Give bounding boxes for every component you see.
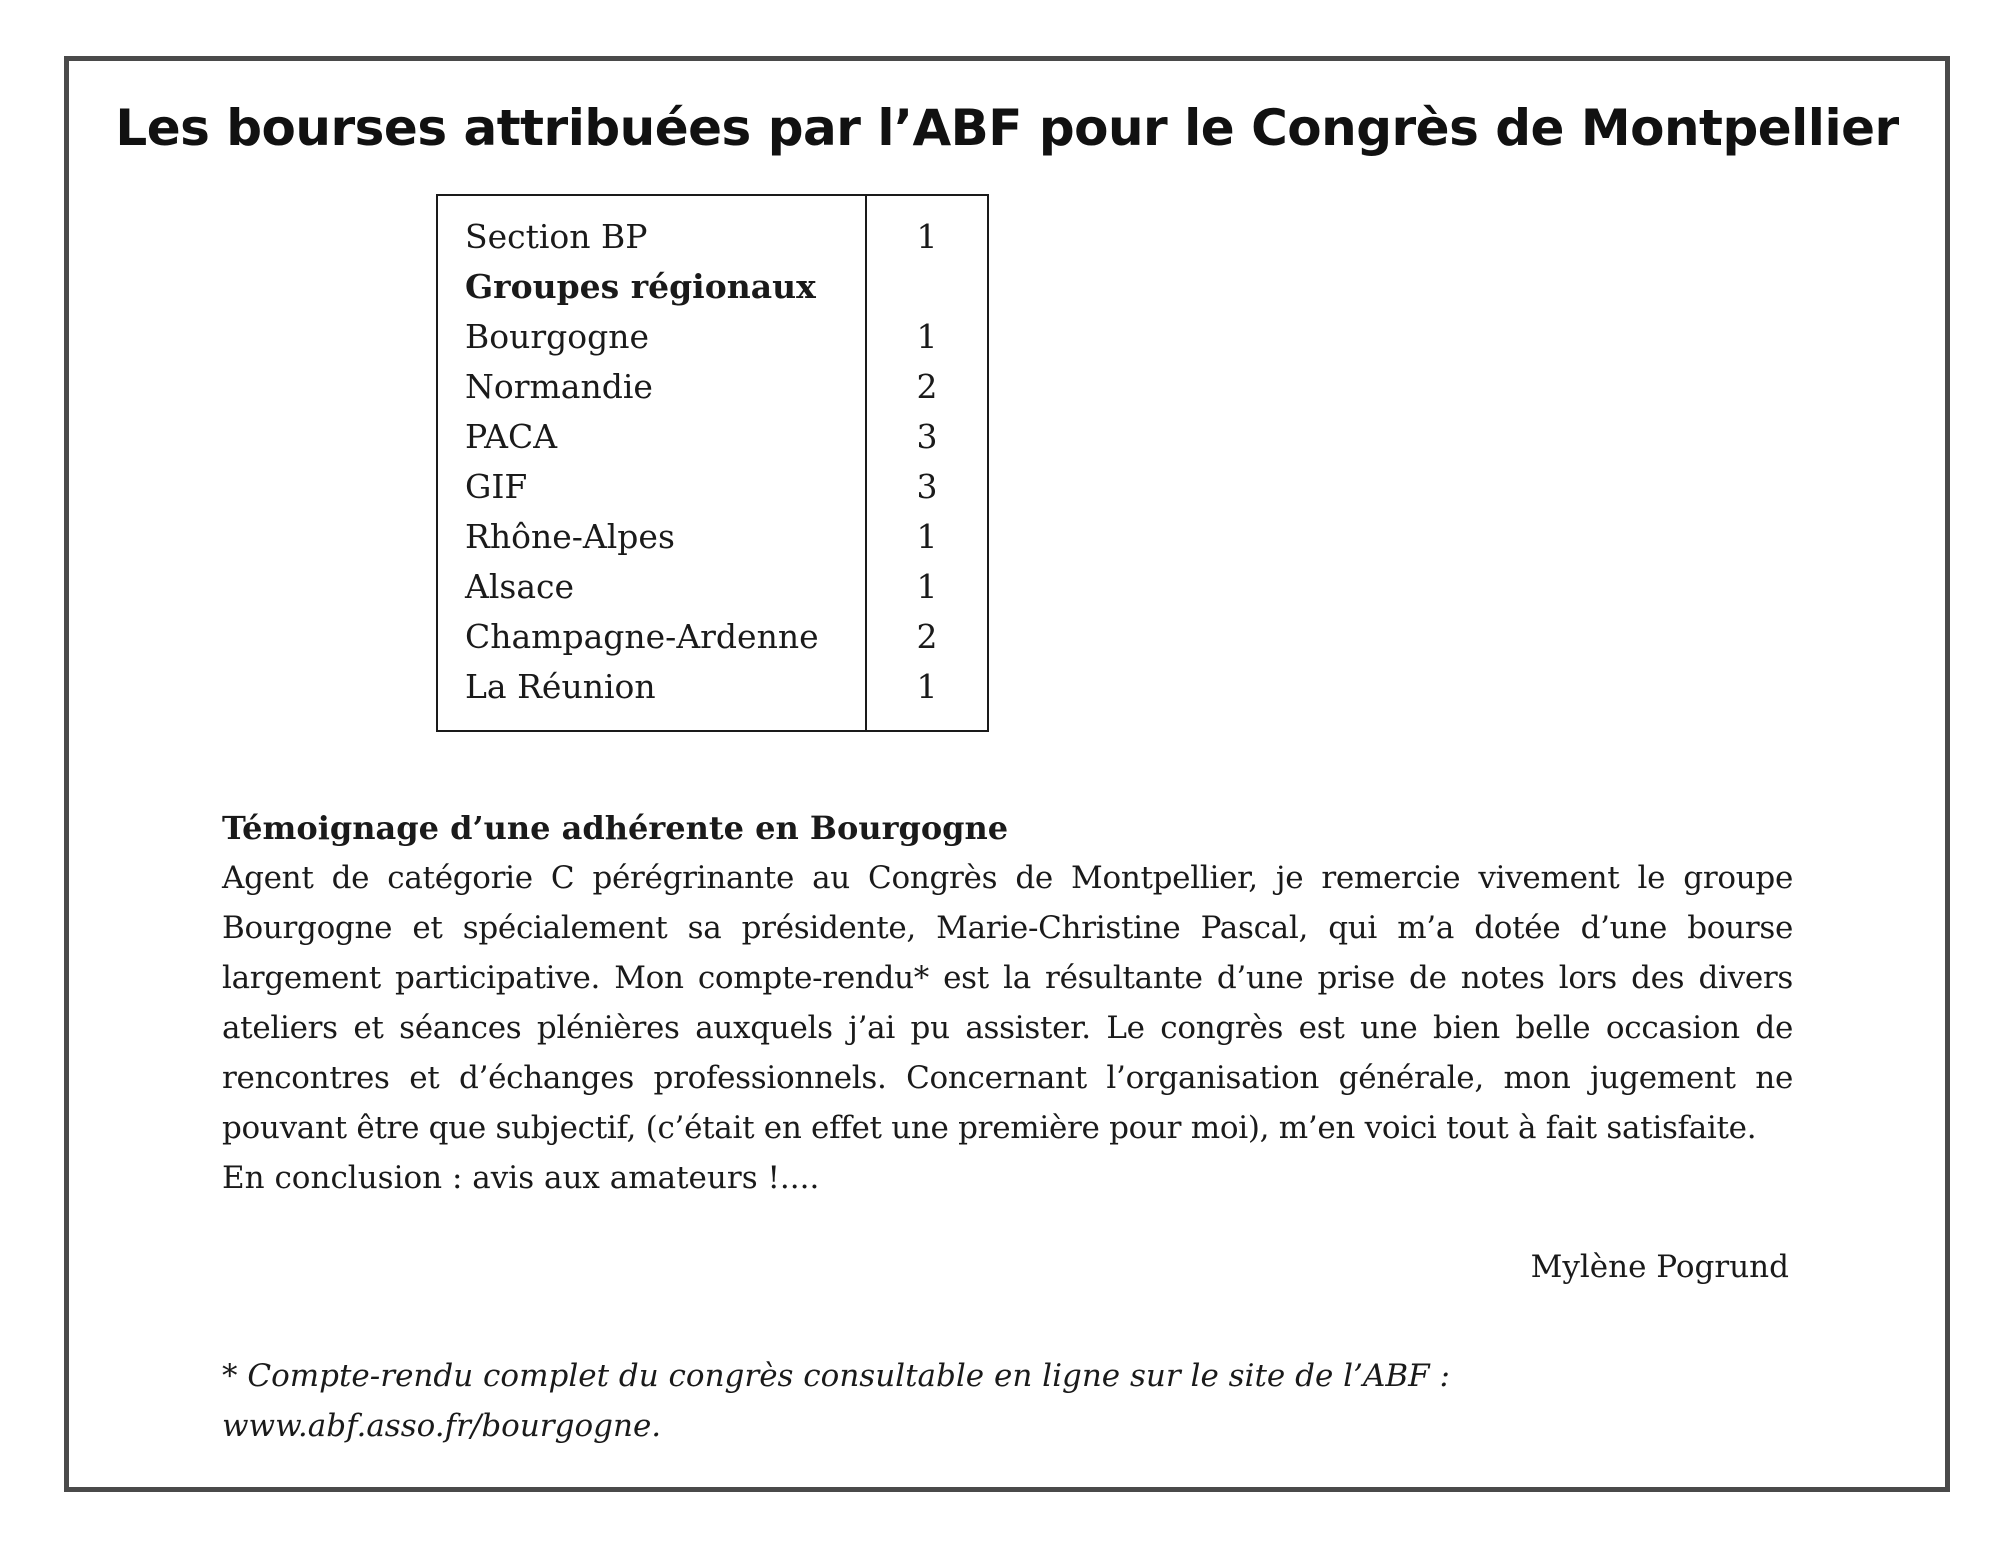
row-value: 1 — [916, 667, 938, 706]
row-label: La Réunion — [437, 662, 866, 731]
author-signature: Mylène Pogrund — [1530, 1249, 1789, 1285]
article-frame — [64, 56, 1950, 1492]
grants-table — [436, 194, 989, 732]
table-row — [437, 312, 988, 362]
row-value: 3 — [916, 417, 938, 456]
table-row — [437, 362, 988, 412]
row-label: Section BP — [437, 195, 866, 262]
footnote-text: * Compte-rendu complet du congrès consultable en ligne sur le site de l’ABF : — [222, 1358, 1450, 1394]
table-row — [437, 195, 988, 262]
group-header-label: Groupes régionaux — [437, 262, 866, 312]
footnote — [222, 1351, 1793, 1451]
row-label: PACA — [437, 412, 866, 462]
row-value: 1 — [916, 317, 938, 356]
testimony-body: Agent de catégorie C pérégrinante au Congrès de Montpellier, je remercie vivement le groupe Bourgogne et spécialement sa présidente, Marie-Christine Pascal, qui m’a dotée d’une bourse largement participative. Mon compte-rendu* est la résultante d’une prise de notes lors des divers ateliers et séances plénières auxquels j’ai pu assister. Le congrès est une bien belle occasion de rencontres et d’échanges professionnels. Concernant l’organisation générale, mon jugement ne pouvant être que subjectif, (c’était en effet une première pour moi), m’en voici tout à fait satisfaite. — [222, 860, 1793, 1146]
table-row-group-header — [437, 262, 988, 312]
row-label: Alsace — [437, 562, 866, 612]
row-label: Rhône-Alpes — [437, 512, 866, 562]
row-label: Champagne-Ardenne — [437, 612, 866, 662]
table-row — [437, 462, 988, 512]
table-row — [437, 612, 988, 662]
row-value: 1 — [916, 217, 938, 256]
row-label: Normandie — [437, 362, 866, 412]
article-title: Les bourses attribuées par l’ABF pour le Congrès de Montpellier — [115, 99, 1899, 157]
table-row — [437, 512, 988, 562]
row-value: 3 — [916, 467, 938, 506]
testimony-conclusion: En conclusion : avis aux amateurs !.... — [222, 1160, 820, 1196]
row-value — [866, 262, 988, 312]
row-label: GIF — [437, 462, 866, 512]
testimony-heading: Témoignage d’une adhérente en Bourgogne — [222, 809, 1009, 847]
table-row — [437, 412, 988, 462]
row-label: Bourgogne — [437, 312, 866, 362]
row-value: 2 — [916, 617, 938, 656]
row-value: 1 — [916, 517, 938, 556]
row-value: 2 — [916, 367, 938, 406]
testimony-section — [222, 803, 1793, 1203]
table-row — [437, 662, 988, 731]
footnote-url: www.abf.asso.fr/bourgogne. — [222, 1408, 662, 1444]
table-row — [437, 562, 988, 612]
row-value: 1 — [916, 567, 938, 606]
